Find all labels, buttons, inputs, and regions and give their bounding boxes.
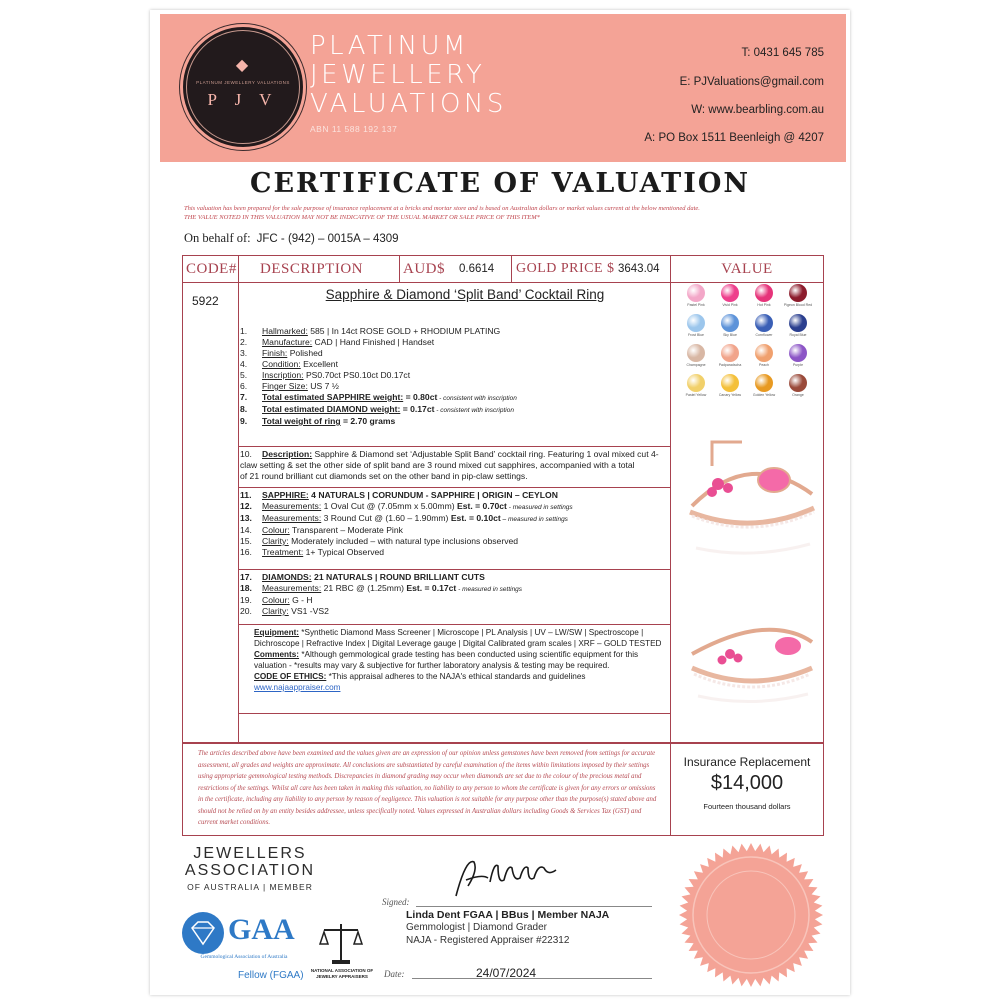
weight-label: Total weight of ring xyxy=(262,416,341,426)
treatment-value: 1+ Typical Observed xyxy=(303,547,385,557)
gem-swatch xyxy=(714,314,746,337)
weight-value: = 2.70 grams xyxy=(340,416,396,426)
colour-label: Colour: xyxy=(262,525,290,535)
ja-line-1: JEWELLERS xyxy=(193,845,307,862)
sapphire-heading-text: 4 NATURALS | CORUNDUM - SAPPHIRE | ORIGIN – CEYLON xyxy=(308,490,558,500)
detail-number: 19. xyxy=(240,595,252,605)
ja-subtitle: OF AUSTRALIA | MEMBER xyxy=(187,882,313,892)
detail-row-3 xyxy=(240,348,666,359)
diamond-icon: ◆ xyxy=(235,57,249,74)
treatment-label: Treatment: xyxy=(262,547,304,557)
ring-claw-arm xyxy=(712,442,742,466)
measure-value: 3 Round Cut @ (1.60 – 1.90mm) xyxy=(321,513,451,523)
detail-number: 9. xyxy=(240,416,248,426)
row-divider-5 xyxy=(238,713,670,714)
round-sapphire xyxy=(718,656,727,665)
gem-colour-label: Pastel Pink xyxy=(687,303,705,307)
clarity-label: Clarity: xyxy=(262,606,289,616)
detail-number: 6. xyxy=(240,381,248,391)
weight-label: Total estimated SAPPHIRE weight: xyxy=(262,392,404,402)
gem-colour-dot xyxy=(789,374,807,392)
gem-colour-label: Pigeon Blood Red xyxy=(783,303,813,307)
description-block xyxy=(240,449,668,482)
round-sapphire xyxy=(734,654,743,663)
detail-label: Inscription: xyxy=(262,370,304,380)
gaa-subtitle: Gemmological Association of Australia xyxy=(200,954,288,960)
ring-reflection xyxy=(698,694,808,702)
gem-swatch xyxy=(748,344,780,367)
gem-swatch xyxy=(714,344,746,367)
gem-swatch xyxy=(680,344,712,367)
detail-row-2 xyxy=(240,337,666,348)
gem-swatch xyxy=(680,284,712,307)
gem-swatch xyxy=(714,284,746,307)
gem-swatch xyxy=(680,314,712,337)
colour-value: Transparent – Moderate Pink xyxy=(289,525,403,535)
detail-number: 3. xyxy=(240,348,248,358)
detail-number: 12. xyxy=(240,501,252,511)
oval-sapphire xyxy=(775,637,801,655)
weight-label: Total estimated DIAMOND weight: xyxy=(262,404,401,414)
gem-colour-dot xyxy=(721,344,739,362)
gem-swatch xyxy=(748,374,780,397)
detail-number: 10. xyxy=(240,449,252,459)
contact-address: A: PO Box 1511 Beenleigh @ 4207 xyxy=(644,132,824,144)
valuation-disclaimer xyxy=(184,205,834,222)
equipment-label: Equipment: xyxy=(254,628,300,637)
gem-swatch xyxy=(714,374,746,397)
pjv-logo-ring xyxy=(186,30,300,144)
gem-colour-label: Champagne xyxy=(686,363,706,367)
equipment-block xyxy=(254,627,670,693)
gem-colour-dot xyxy=(687,374,705,392)
detail-number: 16. xyxy=(240,547,252,557)
naja-subtitle: NATIONAL ASSOCIATION OF JEWELRY APPRAISERS xyxy=(310,968,374,979)
colour-label: Colour: xyxy=(262,595,290,605)
table-header-divider xyxy=(182,282,670,283)
brand-line-2: JEWELLERY xyxy=(310,60,486,90)
comments-value: *Although gemmological grade testing has been conducted using scientific equipment for this valuation - *results may vary & subjective for further laboratory analysis & testing may be required. xyxy=(254,650,639,670)
detail-number: 18. xyxy=(240,583,252,593)
measure-label: Measurements: xyxy=(262,501,322,511)
signatory-role-2: NAJA - Registered Appraiser #22312 xyxy=(406,935,570,946)
gem-colour-dot xyxy=(755,314,773,332)
measure-estimate: Est. = 0.10ct xyxy=(450,513,501,523)
footer-disclaimer: The articles described above have been examined and the values given are an expression of our opinion unless gemstones have been removed from settings for accurate assessment, all grades and weights are approximate. All conclusions are substantiated by careful examination of the items within limitations imposed by their settings using appropriate gemmological testing methods. Discrepancies in diamond grading may occur when diamonds are set due to the colour of the precious metal and restrictions of the settings. Whilst all care has been taken in making this valuation, no liability to any person to whom the certificate is given for any errors or omissions in the certificate, including any liability to any person by reason of negligence. This valuation is not suitable for any purpose other than the purpose(s) stated above and should not be relied on by an entity besides addressee, unless specifically noted. Values expressed in Australian dollars including Goods & Services Tax (GST) and current market conditions. xyxy=(198,750,657,826)
diamond-heading xyxy=(240,572,668,583)
colour-value: G - H xyxy=(289,595,313,605)
item-code: 5922 xyxy=(192,294,219,308)
diamond-measure xyxy=(240,583,668,595)
detail-row-1 xyxy=(240,326,666,337)
detail-value: 585 | In 14ct ROSE GOLD + RHODIUM PLATING xyxy=(307,326,501,336)
sapphire-heading xyxy=(240,490,668,501)
abn-number: ABN 11 588 192 137 xyxy=(310,124,398,134)
measure-label: Measurements: xyxy=(262,583,322,593)
gem-colour-dot xyxy=(789,314,807,332)
contact-email[interactable]: E: PJValuations@gmail.com xyxy=(679,76,824,88)
gem-colour-label: Hot Pink xyxy=(757,303,771,307)
gem-colour-label: Sky Blue xyxy=(723,333,737,337)
round-sapphire xyxy=(725,649,735,659)
ethics-line xyxy=(254,671,670,682)
gem-colour-dot xyxy=(687,344,705,362)
col-description-header: DESCRIPTION xyxy=(260,261,364,277)
gem-colour-label: Royal Blue xyxy=(789,333,807,337)
detail-number: 13. xyxy=(240,513,252,523)
detail-label: Condition: xyxy=(262,359,301,369)
aud-rate: 0.6614 xyxy=(459,263,495,275)
gem-swatch xyxy=(748,314,780,337)
gem-swatch xyxy=(782,344,814,367)
sapphire-treatment xyxy=(240,547,668,558)
col-value-header: VALUE xyxy=(721,261,773,277)
embossed-seal xyxy=(676,840,826,990)
comments-label: Comments: xyxy=(254,650,300,659)
gem-swatch xyxy=(680,374,712,397)
detail-number: 11. xyxy=(240,490,252,500)
gem-swatch xyxy=(782,314,814,337)
value-column-divider xyxy=(670,255,671,743)
gaa-logo-text: GAA xyxy=(228,913,295,946)
signatory-role-1: Gemmologist | Diamond Grader xyxy=(406,922,547,933)
contact-web[interactable]: W: www.bearbling.com.au xyxy=(691,104,824,116)
brand-line-1: PLATINUM xyxy=(310,31,469,61)
detail-value: PS0.70ct PS0.10ct D0.17ct xyxy=(303,370,411,380)
gaa-fellow: Fellow (FGAA) xyxy=(238,970,304,981)
detail-number: 17. xyxy=(240,572,252,582)
aud-column-divider xyxy=(511,255,512,282)
insurance-amount-words: Fourteen thousand dollars xyxy=(703,802,791,811)
description-label: Description: xyxy=(262,449,313,459)
gem-colour-dot xyxy=(755,374,773,392)
measure-value: 21 RBC @ (1.25mm) xyxy=(321,583,407,593)
on-behalf-of xyxy=(184,231,399,246)
sapphire-colour xyxy=(240,525,668,536)
gem-colour-label: Purple xyxy=(792,363,804,367)
row-divider-3 xyxy=(238,569,670,570)
detail-label: Manufacture: xyxy=(262,337,313,347)
weight-note: - consistent with inscription xyxy=(434,407,514,414)
gem-colour-label: Padparadscha xyxy=(718,363,742,367)
certificate-title: CERTIFICATE OF VALUATION xyxy=(249,168,751,199)
sapphire-measure-2 xyxy=(240,513,668,525)
sapphire-label: SAPPHIRE: xyxy=(262,490,309,500)
gold-price: 3643.04 xyxy=(618,263,660,275)
naja-link[interactable]: www.najaappraiser.com xyxy=(254,683,341,692)
row-divider-1 xyxy=(238,446,670,447)
detail-number: 4. xyxy=(240,359,248,369)
diamond-heading-text: 21 NATURALS | ROUND BRILLIANT CUTS xyxy=(311,572,485,582)
gem-colour-dot xyxy=(721,284,739,302)
sapphire-clarity xyxy=(240,536,668,547)
ethics-label: CODE OF ETHICS: xyxy=(254,672,327,681)
gem-swatch xyxy=(782,374,814,397)
diamond-colour xyxy=(240,595,668,606)
detail-number: 7. xyxy=(240,392,248,402)
col-aud-header: AUD$ xyxy=(403,261,445,277)
handwritten-signature xyxy=(452,852,572,902)
description-line-2: claw setting & set the other side of split band are 3 round mixed cut sapphires, accompanied with a total xyxy=(240,460,635,470)
detail-number: 14. xyxy=(240,525,252,535)
oval-sapphire xyxy=(758,468,790,492)
behalf-value: JFC - (942) – 0015A – 4309 xyxy=(256,233,399,245)
detail-number: 2. xyxy=(240,337,248,347)
equipment-line xyxy=(254,627,670,649)
behalf-label: On behalf of: xyxy=(184,231,251,245)
code-column-divider xyxy=(238,255,239,743)
brand-name xyxy=(310,32,507,119)
ring-reflection xyxy=(696,544,810,553)
ring-image-bottom xyxy=(682,612,822,712)
gem-colour-label: Vivid Pink xyxy=(722,303,738,307)
round-sapphire xyxy=(707,487,717,497)
clarity-value: VS1 -VS2 xyxy=(288,606,329,616)
gem-colour-label: Frost Blue xyxy=(688,333,704,337)
gem-swatch xyxy=(782,284,814,307)
gem-colour-dot xyxy=(687,284,705,302)
gem-colour-dot xyxy=(755,344,773,362)
insurance-title: Insurance Replacement xyxy=(683,755,811,769)
ethics-value: *This appraisal adheres to the NAJA's ethical standards and guidelines xyxy=(326,672,586,681)
detail-number: 8. xyxy=(240,404,248,414)
measure-note: - measured in settings xyxy=(506,504,573,511)
measure-estimate: Est. = 0.70ct xyxy=(457,501,507,511)
signature-line xyxy=(416,906,652,907)
weight-value: = 0.17ct xyxy=(400,404,435,414)
weight-row-8 xyxy=(240,404,666,416)
clarity-label: Clarity: xyxy=(262,536,289,546)
logo-small-text: PLATINUM JEWELLERY VALUATIONS xyxy=(196,80,290,85)
signed-label: Signed: xyxy=(382,897,410,907)
clarity-value: Moderately included – with natural type inclusions observed xyxy=(288,536,519,546)
gem-colour-label: Pastel Yellow xyxy=(685,393,707,397)
gem-swatch xyxy=(748,284,780,307)
round-sapphire xyxy=(723,483,733,493)
detail-number: 20. xyxy=(240,606,252,616)
item-title: Sapphire & Diamond ‘Split Band’ Cocktail Ring xyxy=(325,287,605,302)
detail-number: 15. xyxy=(240,536,252,546)
col-code-header: CODE# xyxy=(186,261,237,277)
valuation-date: 24/07/2024 xyxy=(476,966,537,980)
contact-phone: T: 0431 645 785 xyxy=(741,47,824,59)
measure-note: – measured in settings xyxy=(500,516,568,523)
disclaimer-line-1: This valuation has been prepared for the sale purpose of insurance replacement at a bricks and mortar store and is based on Australian dollars or market values current at the below mentioned date. xyxy=(184,205,700,212)
detail-row-6 xyxy=(240,381,666,392)
weight-row-7 xyxy=(240,392,666,404)
measure-estimate: Est. = 0.17ct xyxy=(406,583,457,593)
equipment-value: *Synthetic Diamond Mass Screener | Microscope | PL Analysis | UV – LW/SW | Spectroscope | Dichroscope | Refractive Index | Digital Leverage gauge | Digital Calibrated gram scales | XRF – GOLD TESTED xyxy=(254,628,662,648)
description-row xyxy=(240,449,668,460)
col-gold-header: GOLD PRICE $ xyxy=(516,261,615,276)
insurance-amount: $14,000 xyxy=(710,772,784,794)
detail-number: 5. xyxy=(240,370,248,380)
signatory-name: Linda Dent FGAA | BBus | Member NAJA xyxy=(406,909,610,921)
detail-row-4 xyxy=(240,359,666,370)
brand-line-3: VALUATIONS xyxy=(310,89,507,119)
detail-label: Finger Size: xyxy=(262,381,308,391)
detail-label: Hallmarked: xyxy=(262,326,308,336)
ring-image-top xyxy=(682,436,822,566)
row-divider-4 xyxy=(238,624,670,625)
jewellers-association-logo xyxy=(182,845,318,879)
diamond-block xyxy=(240,572,668,617)
gem-colour-dot xyxy=(789,284,807,302)
gem-colour-dot xyxy=(755,284,773,302)
detail-row-5 xyxy=(240,370,666,381)
detail-label: Finish: xyxy=(262,348,288,358)
detail-number: 1. xyxy=(240,326,248,336)
description-line-1: Sapphire & Diamond set ‘Adjustable Split Band’ cocktail ring. Featuring 1 oval mixed cut 4- xyxy=(312,449,659,459)
gem-colour-dot xyxy=(687,314,705,332)
detail-value: Polished xyxy=(287,348,323,358)
gem-colour-label: Cornflower xyxy=(755,333,773,337)
gem-colour-label: Orange xyxy=(792,393,804,397)
measure-label: Measurements: xyxy=(262,513,322,523)
value-header-divider xyxy=(670,282,824,283)
gem-colour-label: Golden Yellow xyxy=(752,393,776,397)
gem-colour-label: Canary Yellow xyxy=(718,393,742,397)
gem-colour-dot xyxy=(721,314,739,332)
row-divider-2 xyxy=(238,487,670,488)
scales-of-justice-icon xyxy=(318,920,364,966)
detail-value: Excellent xyxy=(300,359,338,369)
logo-initials: P J V xyxy=(207,90,279,109)
sapphire-measure-1 xyxy=(240,501,668,513)
date-label: Date: xyxy=(384,969,405,979)
weight-value: = 0.80ct xyxy=(403,392,438,402)
weight-note: - consistent with inscription xyxy=(437,395,517,402)
seal-starburst xyxy=(679,843,823,987)
details-list xyxy=(240,326,666,427)
diamond-label: DIAMONDS: xyxy=(262,572,312,582)
comments-line xyxy=(254,649,670,671)
description-line-3: of 21 round brilliant cut diamonds set on the other band in pip-claw settings. xyxy=(240,471,528,481)
gaa-emblem-icon xyxy=(188,920,218,946)
detail-value: US 7 ½ xyxy=(307,381,339,391)
gem-colour-label: Peach xyxy=(759,363,769,367)
diamond-clarity xyxy=(240,606,668,617)
measure-value: 1 Oval Cut @ (7.05mm x 5.00mm) xyxy=(321,501,457,511)
measure-note: - measured in settings xyxy=(456,586,523,593)
sapphire-block xyxy=(240,490,668,558)
detail-value: CAD | Hand Finished | Handset xyxy=(312,337,435,347)
gem-colour-dot xyxy=(721,374,739,392)
disclaimer-line-2: THE VALUE NOTED IN THIS VALUATION MAY NOT BE INDICATIVE OF THE USUAL MARKET OR SALE PRICE OF THIS ITEM* xyxy=(184,213,540,221)
ja-line-2: ASSOCIATION xyxy=(184,862,316,879)
gem-colour-dot xyxy=(789,344,807,362)
desc-column-divider xyxy=(399,255,400,282)
footer-divider xyxy=(670,743,671,836)
weight-row-9 xyxy=(240,416,666,427)
